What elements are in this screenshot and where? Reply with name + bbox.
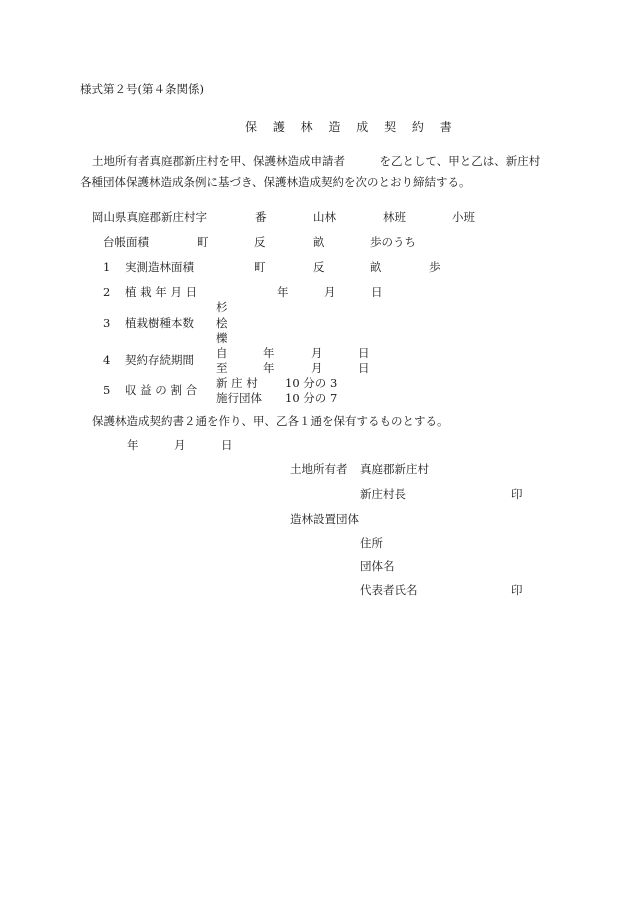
date-month: 月 [174, 438, 186, 452]
item-4-from: 自 [216, 346, 228, 360]
ledger-se: 畝 [313, 235, 325, 249]
item-2-year: 年 [277, 285, 289, 299]
item-2-month: 月 [324, 285, 336, 299]
ledger-label: 台帳面積 [103, 235, 149, 249]
landowner-name: 真庭郡新庄村 [360, 462, 429, 476]
item-1-label: 実測造林面積 [125, 260, 194, 274]
form-number: 様式第２号(第４条関係) [80, 82, 204, 96]
item-3-species-sugi: 杉 [216, 300, 228, 314]
ledger-tan: 反 [254, 235, 266, 249]
item-1-tan: 反 [313, 260, 325, 274]
item-4-to-day: 日 [358, 361, 370, 375]
org-name-label: 団体名 [360, 559, 395, 573]
location-sanrin: 山林 [313, 210, 336, 224]
location-ban: 番 [255, 210, 267, 224]
item-5-share-2: 10 分の 7 [285, 391, 338, 405]
representative-seal: 印 [511, 583, 523, 597]
document-title: 保 護 林 造 成 契 約 書 [245, 120, 458, 134]
date-day: 日 [221, 438, 233, 452]
item-3-label: 植栽樹種本数 [125, 316, 194, 330]
representative-label: 代表者氏名 [360, 583, 418, 597]
location-shohan: 小班 [452, 210, 475, 224]
item-1-bu: 歩 [429, 260, 441, 274]
item-4-label: 契約存続期間 [125, 353, 194, 367]
item-5-party-1: 新 庄 村 [216, 376, 258, 390]
item-5-share-1: 10 分の 3 [285, 376, 338, 390]
org-address-label: 住所 [360, 536, 383, 550]
item-3-number: 3 [103, 316, 111, 330]
intro-line-1: 土地所有者真庭郡新庄村を甲、保護林造成申請者 を乙として、甲と乙は、新庄村 [92, 154, 541, 168]
item-2-day: 日 [371, 285, 383, 299]
date-year: 年 [127, 438, 139, 452]
ledger-bu-of: 歩のうち [370, 235, 416, 249]
item-2-label: 植 栽 年 月 日 [125, 285, 198, 299]
item-5-number: 5 [103, 383, 111, 397]
org-label: 造林設置団体 [290, 512, 359, 526]
item-2-number: 2 [103, 285, 111, 299]
item-1-cho: 町 [254, 260, 266, 274]
closing-sentence: 保護林造成契約書２通を作り、甲、乙各１通を保有するものとする。 [92, 414, 449, 428]
location-prefix: 岡山県真庭郡新庄村字 [92, 210, 207, 224]
item-1-number: 1 [103, 260, 111, 274]
item-4-to-month: 月 [311, 361, 323, 375]
intro-line-2: 各種団体保護林造成条例に基づき、保護林造成契約を次のとおり締結する。 [80, 175, 471, 189]
landowner-label: 土地所有者 [290, 462, 348, 476]
item-3-species-kunugi: 櫟 [216, 331, 228, 345]
item-4-from-year: 年 [263, 346, 275, 360]
item-4-to: 至 [216, 361, 228, 375]
item-5-label: 収 益 の 割 合 [125, 383, 198, 397]
item-3-species-hinoki: 桧 [216, 316, 228, 330]
ledger-cho: 町 [197, 235, 209, 249]
location-rinpan: 林班 [383, 210, 406, 224]
item-4-from-day: 日 [358, 346, 370, 360]
mayor-title: 新庄村長 [360, 487, 406, 501]
mayor-seal: 印 [511, 487, 523, 501]
item-4-number: 4 [103, 353, 111, 367]
item-1-se: 畝 [370, 260, 382, 274]
item-4-from-month: 月 [311, 346, 323, 360]
item-4-to-year: 年 [263, 361, 275, 375]
item-5-party-2: 施行団体 [216, 391, 262, 405]
